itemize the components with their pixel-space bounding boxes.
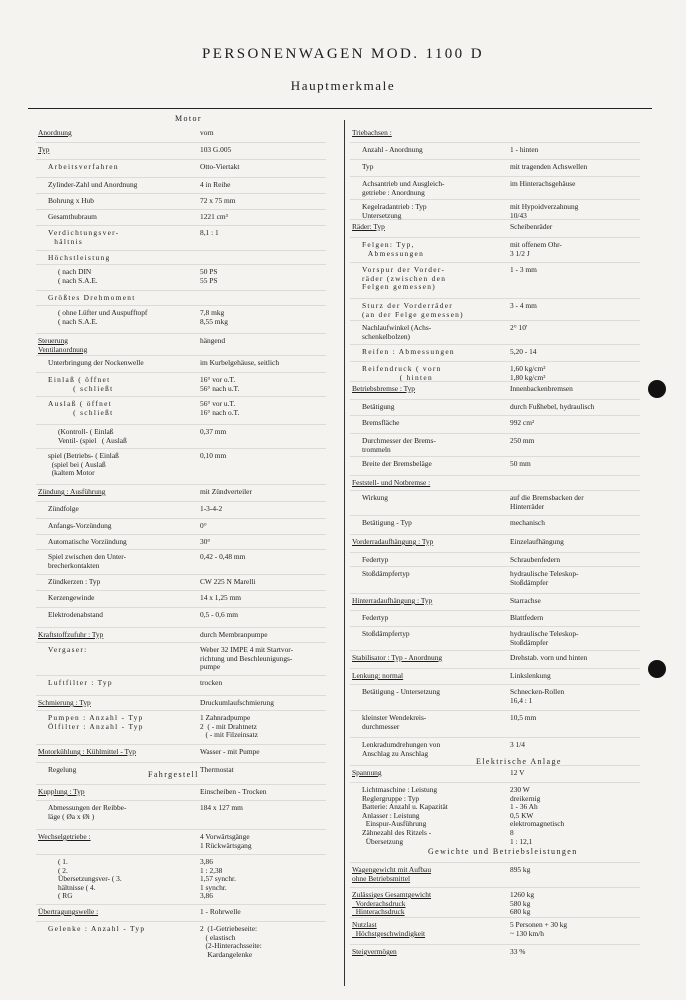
left-label: Spiel zwischen den Unter- brecherkontakten [48, 552, 127, 570]
left-value: 30° [200, 537, 211, 546]
row-separator [350, 650, 640, 651]
right-label: Typ [362, 162, 374, 171]
left-label: Automatische Vorzündung [48, 537, 127, 546]
right-value: mit offenem Ohr- 3 1/2 J [510, 240, 562, 258]
document-subtitle: Hauptmerkmale [290, 78, 396, 93]
left-label: Kerzengewinde [48, 593, 95, 602]
left-label: Regelung [48, 765, 77, 774]
left-label: Elektrodenabstand [48, 610, 104, 619]
right-value: 1260 kg 580 kg 680 kg [510, 890, 535, 917]
row-separator [350, 917, 640, 918]
right-value: Blattfedern [510, 613, 544, 622]
right-label: Vorderradaufhängung : Typ [352, 537, 434, 546]
left-label: Arbeitsverfahren [48, 162, 119, 171]
right-label: Anzahl - Anordnung [362, 145, 423, 154]
row-separator [350, 490, 640, 491]
right-label: Betätigung - Typ [362, 518, 412, 527]
right-value: 5,20 - 14 [510, 347, 537, 356]
row-separator [36, 396, 326, 397]
right-label: Stabilisator : Typ - Anordnung [352, 653, 443, 662]
row-separator [350, 475, 640, 476]
left-label: Typ [38, 145, 50, 154]
row-separator [350, 566, 640, 567]
row-separator [36, 574, 326, 575]
right-value: 33 % [510, 947, 526, 956]
row-separator [350, 415, 640, 416]
row-separator [36, 142, 326, 143]
right-value: 2° 10' [510, 323, 528, 332]
row-separator [36, 484, 326, 485]
left-value: 3,86 1 : 2,38 1,57 synchr. 1 synchr. 3,86 [200, 857, 236, 901]
left-label: Unterbringung der Nockenwelle [48, 358, 144, 367]
right-value: mechanisch [510, 518, 545, 527]
row-separator [350, 684, 640, 685]
row-separator [350, 219, 640, 220]
right-value: hydraulische Teleskop- Stoßdämpfer [510, 569, 579, 587]
left-value: 103 G.005 [200, 145, 232, 154]
left-label: Steuerung Ventilanordnung [38, 336, 88, 354]
right-value: 10,5 mm [510, 713, 537, 722]
right-label: Hinterradaufhängung : Typ [352, 596, 433, 605]
right-value: 1 - hinten [510, 145, 539, 154]
row-separator [350, 668, 640, 669]
row-separator [36, 829, 326, 830]
left-label: Größtes Drehmoment [48, 293, 136, 302]
right-label: Spannung [352, 768, 382, 777]
left-value: vorn [200, 128, 214, 137]
row-separator [36, 695, 326, 696]
right-value: Schraubenfedern [510, 555, 561, 564]
left-value: 7,8 mkg 8,55 mkg [200, 308, 228, 326]
row-separator [350, 710, 640, 711]
row-separator [36, 607, 326, 608]
left-value: 16° vor o.T. 56° nach u.T. [200, 375, 240, 393]
right-value: auf die Bremsbacken der Hinterräder [510, 493, 584, 511]
right-label: Betätigung [362, 402, 395, 411]
punch-hole [648, 380, 666, 398]
left-label: Zündung : Ausführung [38, 487, 106, 496]
row-separator [350, 176, 640, 177]
row-separator [36, 710, 326, 711]
left-value: 1 - Rohrwelle [200, 907, 241, 916]
right-value: hydraulische Teleskop- Stoßdämpfer [510, 629, 579, 647]
left-label: Motorkühlung : Kühlmittel - Typ [38, 747, 136, 756]
row-separator [36, 250, 326, 251]
left-value: 8,1 : 1 [200, 228, 219, 237]
row-separator [36, 904, 326, 905]
right-value: mit Hypoidverzahnung 10/43 [510, 202, 579, 220]
row-separator [350, 944, 640, 945]
row-separator [350, 433, 640, 434]
left-value: 4 in Reihe [200, 180, 231, 189]
left-label: Zündfolge [48, 504, 79, 513]
left-value: Druckumlaufschmierung [200, 698, 274, 707]
punch-hole [648, 660, 666, 678]
left-value: 56° vor u.T. 16° nach o.T. [200, 399, 240, 417]
row-separator [350, 159, 640, 160]
left-value: 0,5 - 0,6 mm [200, 610, 238, 619]
left-value: 0,10 mm [200, 451, 227, 460]
left-value: 2 (1-Getriebeseite: ( elastisch (2-Hinterachsseite: Kardangelenke [200, 924, 262, 959]
right-label: Zulässiges Gesamtgewicht Vorderachsdruck Hinterachsdruck [352, 890, 432, 917]
row-separator [36, 854, 326, 855]
right-label: Sturz der Vorderräder (an der Felge gemessen) [362, 301, 464, 319]
row-separator [350, 887, 640, 888]
row-separator [36, 921, 326, 922]
left-label: Luftfilter : Typ [48, 678, 113, 687]
right-value: 1,60 kg/cm² 1,80 kg/cm² [510, 364, 546, 382]
row-separator [36, 549, 326, 550]
right-label: Steigvermögen [352, 947, 397, 956]
right-value: 992 cm² [510, 418, 535, 427]
row-separator [36, 159, 326, 160]
left-value: 72 x 75 mm [200, 196, 236, 205]
header-rule [28, 108, 652, 109]
row-separator [350, 610, 640, 611]
row-separator [36, 264, 326, 265]
left-value: 50 PS 55 PS [200, 267, 218, 285]
row-separator [36, 193, 326, 194]
row-separator [350, 237, 640, 238]
row-separator [350, 862, 640, 863]
right-label: Federtyp [362, 555, 389, 564]
row-separator [350, 262, 640, 263]
row-separator [36, 762, 326, 763]
right-value: Scheibenräder [510, 222, 553, 231]
left-label: Gelenke : Anzahl - Typ [48, 924, 146, 933]
left-value: 1-3-4-2 [200, 504, 223, 513]
right-label: Lenkradumdrehungen von Anschlag zu Anschlag [362, 740, 441, 758]
left-value: trocken [200, 678, 223, 687]
left-label: Höchstleistung [48, 253, 111, 262]
right-label: Felgen: Typ, Abmessungen [362, 240, 425, 258]
left-value: Wasser - mit Pumpe [200, 747, 260, 756]
left-label: Bohrung x Hub [48, 196, 94, 205]
right-label: Triebachsen : [352, 128, 392, 137]
left-label: Anordnung [38, 128, 72, 137]
left-value: CW 225 N Marelli [200, 577, 256, 586]
left-value: Otto-Viertakt [200, 162, 240, 171]
row-separator [36, 424, 326, 425]
left-value: 0,42 - 0,48 mm [200, 552, 246, 561]
left-label: spiel (Betriebs- ( Einlaß (spiel bei ( Auslaß (kaltem Motor [48, 451, 119, 478]
right-label: Betätigung - Untersetzung [362, 687, 440, 696]
row-separator [36, 177, 326, 178]
right-value: 230 W dreikernig 1 - 36 Ah 0,5 KW elektromagnetisch 8 1 : 12,1 [510, 785, 565, 846]
left-label: Zündkerzen : Typ [48, 577, 101, 586]
left-label: Auslaß ( öffnet ( schließt [48, 399, 114, 417]
row-separator [36, 675, 326, 676]
left-value: 0° [200, 521, 207, 530]
right-label: Lichtmaschine : Leistung Reglergruppe : Typ Batterie: Anzahl u. Kapazität Anlasser : Leistung Einspur-Ausführung Zähnezahl des Ritzels - Übersetzung [362, 785, 448, 846]
section-gewichte: Gewichte und Betriebsleistungen [428, 847, 578, 856]
right-label: Stoßdämpfertyp [362, 569, 410, 578]
right-label: Räder: Typ [352, 222, 385, 231]
right-value: 3 1/4 [510, 740, 525, 749]
left-value: 184 x 127 mm [200, 803, 243, 812]
left-label: Wechselgetriebe : [38, 832, 91, 841]
right-label: Vorspur der Vorder- räder (zwischen den Felgen gemessen) [362, 265, 447, 292]
row-separator [36, 744, 326, 745]
left-label: Pumpen : Anzahl - Typ Ölfilter : Anzahl - Typ [48, 713, 144, 731]
left-value: 1 Zahnradpumpe 2 ( - mit Drahtnetz ( - mit Filzeinsatz [200, 713, 258, 740]
row-separator [36, 501, 326, 502]
row-separator [350, 515, 640, 516]
left-label: Vergaser: [48, 645, 88, 654]
left-label: (Kontroll- ( Einlaß Ventil- (spiel ( Auslaß [58, 427, 127, 445]
right-label: Durchmesser der Brems- trommeln [362, 436, 436, 454]
row-separator [350, 456, 640, 457]
left-label: ( ohne Lüfter und Auspufftopf ( nach S.A.E. [58, 308, 148, 326]
right-value: Drehstab. vorn und hinten [510, 653, 588, 662]
right-label: Bremsfläche [362, 418, 400, 427]
right-value: Einzelaufhängung [510, 537, 564, 546]
right-label: Feststell- und Notbremse : [352, 478, 431, 487]
right-value: mit tragenden Achswellen [510, 162, 588, 171]
right-label: Betriebsbremse : Typ [352, 384, 415, 393]
row-separator [350, 626, 640, 627]
left-value: mit Zündverteiler [200, 487, 252, 496]
right-label: Nutzlast Höchstgeschwindigkeit [352, 920, 426, 938]
row-separator [36, 627, 326, 628]
left-value: Weber 32 IMPE 4 mit Startvor- richtung und Beschleunigungs- pumpe [200, 645, 294, 672]
row-separator [350, 399, 640, 400]
row-separator [36, 534, 326, 535]
left-value: im Kurbelgehäuse, seitlich [200, 358, 280, 367]
right-label: Reifendruck ( vorn ( hinten [362, 364, 442, 382]
right-value: 250 mm [510, 436, 535, 445]
right-value: Linkslenkung [510, 671, 551, 680]
right-label: Wagengewicht mit Aufbau ohne Betriebsmittel [352, 865, 432, 883]
row-separator [36, 518, 326, 519]
row-separator [36, 372, 326, 373]
right-label: Wirkung [362, 493, 388, 502]
right-value: 5 Personen + 30 kg ~ 130 km/h [510, 920, 568, 938]
right-value: 12 V [510, 768, 525, 777]
left-label: Übertragungswelle : [38, 907, 99, 916]
left-value: 4 Vorwärtsgänge 1 Rückwärtsgang [200, 832, 252, 850]
row-separator [36, 333, 326, 334]
left-label: ( 1. ( 2. Übersetzungsver- ( 3. hältnisse ( 4. ( RG [58, 857, 122, 901]
left-label: Schmierung : Typ [38, 698, 91, 707]
section-fahrgestell: Fahrgestell [148, 770, 199, 779]
row-separator [350, 782, 640, 783]
left-value: Thermostat [200, 765, 234, 774]
left-label: Kraftstoffzufuhr : Typ [38, 630, 104, 639]
right-label: Nachlaufwinkel (Achs- schenkelbolzen) [362, 323, 432, 341]
left-value: durch Membranpumpe [200, 630, 268, 639]
left-value: 1221 cm³ [200, 212, 228, 221]
left-label: Verdichtungsver- hältnis [48, 228, 120, 246]
row-separator [350, 361, 640, 362]
row-separator [36, 225, 326, 226]
row-separator [350, 737, 640, 738]
row-separator [350, 320, 640, 321]
row-separator [36, 305, 326, 306]
row-separator [350, 344, 640, 345]
left-label: ( nach DIN ( nach S.A.E. [58, 267, 98, 285]
row-separator [350, 142, 640, 143]
row-separator [350, 552, 640, 553]
section-elektrische: Elektrische Anlage [476, 757, 562, 766]
right-value: 50 mm [510, 459, 531, 468]
right-label: Federtyp [362, 613, 389, 622]
right-label: Reifen : Abmessungen [362, 347, 455, 356]
left-label: Einlaß ( öffnet ( schließt [48, 375, 114, 393]
right-label: Lenkung: normal [352, 671, 404, 680]
row-separator [350, 381, 640, 382]
left-label: Abmessungen der Reibbe- läge ( Øa x Øi ) [48, 803, 127, 821]
document-title: PERSONENWAGEN MOD. 1100 D [202, 46, 484, 62]
row-separator [350, 765, 640, 766]
row-separator [350, 593, 640, 594]
left-value: 0,37 mm [200, 427, 227, 436]
column-divider [344, 120, 345, 986]
right-value: 1 - 3 mm [510, 265, 537, 274]
right-value: Starrachse [510, 596, 541, 605]
left-value: 14 x 1,25 mm [200, 593, 242, 602]
row-separator [350, 298, 640, 299]
right-value: durch Fußhebel, hydraulisch [510, 402, 595, 411]
right-value: Innenbackenbremsen [510, 384, 573, 393]
right-label: Achsantrieb und Ausgleich- getriebe : Anordnung [362, 179, 445, 197]
left-value: Einscheiben - Trocken [200, 787, 267, 796]
section-motor: Motor [175, 114, 202, 123]
row-separator [350, 199, 640, 200]
left-label: Kupplung : Typ [38, 787, 85, 796]
right-label: Breite der Bremsbeläge [362, 459, 432, 468]
row-separator [36, 290, 326, 291]
left-label: Zylinder-Zahl und Anordnung [48, 180, 138, 189]
right-label: Kegelradantrieb : Typ Untersetzung [362, 202, 427, 220]
row-separator [36, 590, 326, 591]
right-label: Stoßdämpfertyp [362, 629, 410, 638]
right-value: Schnecken-Rollen 16,4 : 1 [510, 687, 565, 705]
right-label: kleinster Wendekreis- durchmesser [362, 713, 427, 731]
left-value: hängend [200, 336, 226, 345]
row-separator [36, 800, 326, 801]
row-separator [350, 534, 640, 535]
right-value: 3 - 4 mm [510, 301, 537, 310]
row-separator [36, 642, 326, 643]
row-separator [36, 355, 326, 356]
row-separator [36, 448, 326, 449]
left-label: Anfangs-Vorzündung [48, 521, 112, 530]
right-value: 895 kg [510, 865, 531, 874]
right-value: im Hinterachsgehäuse [510, 179, 576, 188]
left-label: Gesamthubraum [48, 212, 97, 221]
row-separator [36, 209, 326, 210]
row-separator [36, 784, 326, 785]
